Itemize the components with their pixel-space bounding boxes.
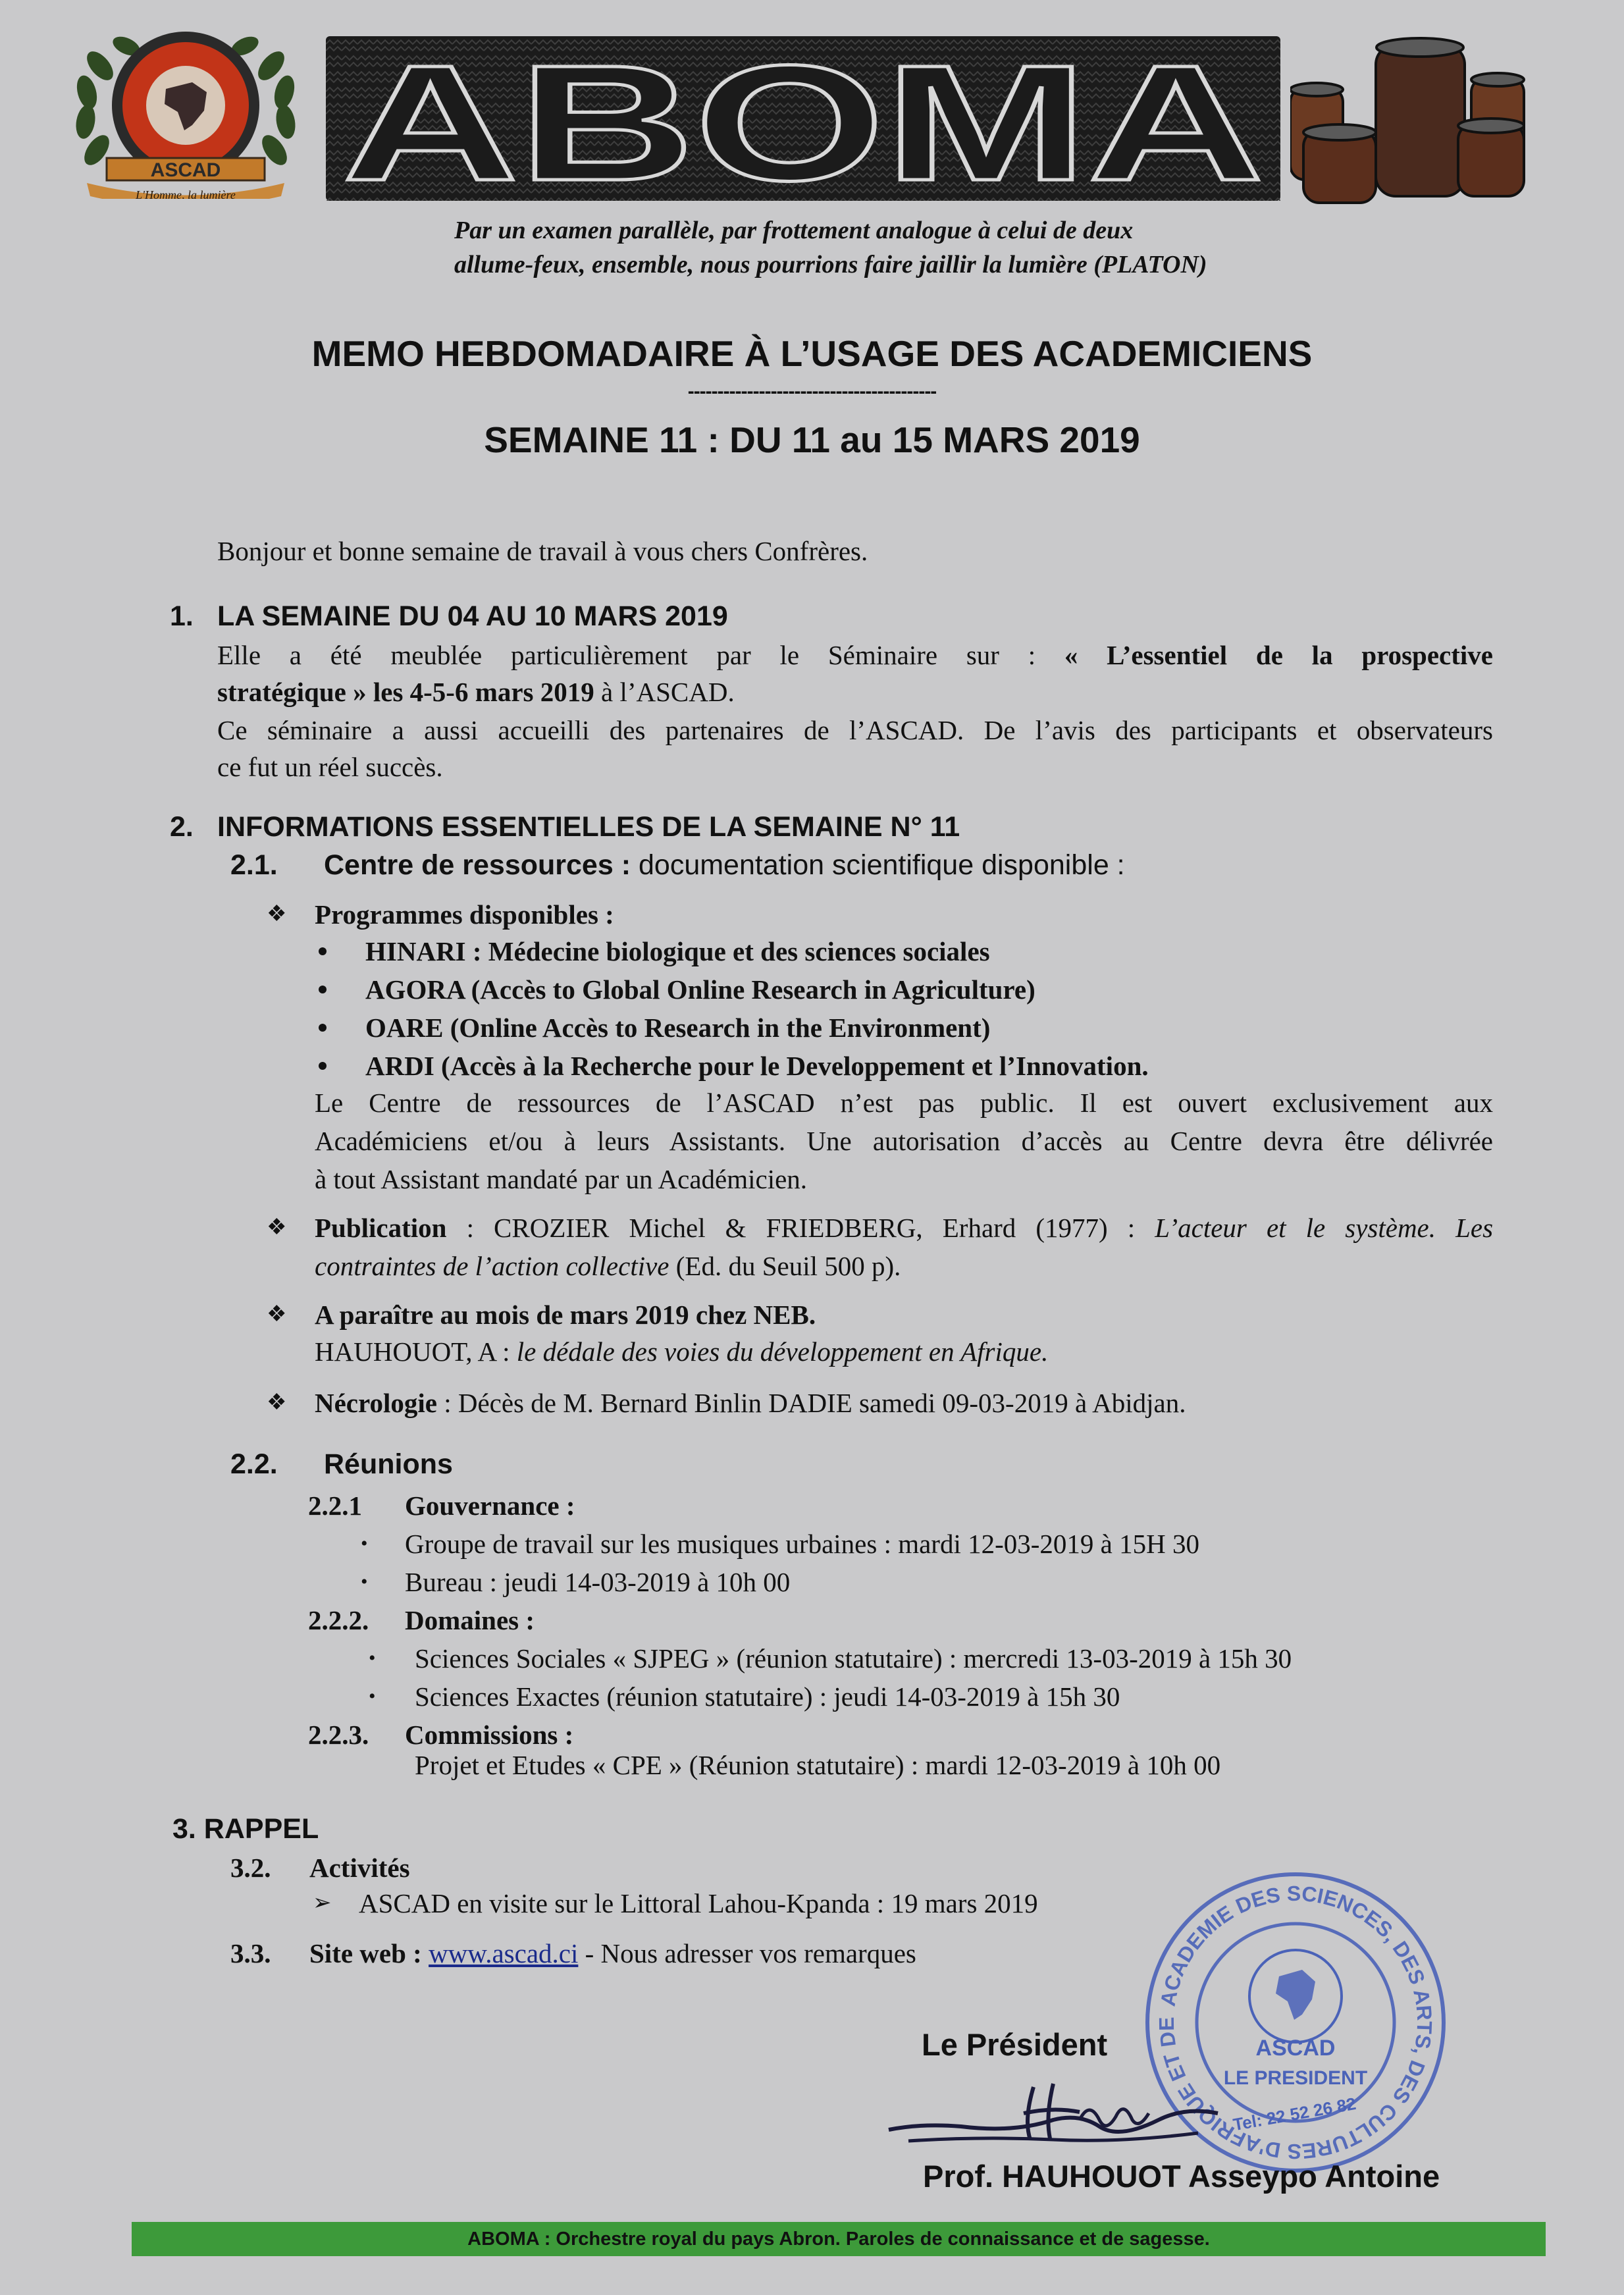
publication-line-2 <box>315 1247 901 1285</box>
paraitre-label: A paraître au mois de mars 2019 chez NEB. <box>315 1300 816 1330</box>
seminar-place: à l’ASCAD. <box>601 677 735 707</box>
diamond-bullet-icon: ❖ <box>267 1302 287 1327</box>
title-separator: ------------------------------------------ <box>687 381 937 402</box>
gouvernance-item: Groupe de travail sur les musiques urbaines : mardi 12-03-2019 à 15H 30 <box>405 1529 1199 1559</box>
aboma-title-text: ABOMA <box>342 36 1264 201</box>
site-web-line <box>309 1934 916 1972</box>
publication-authors: : CROZIER Michel & FRIEDBERG, Erhard (1977) : <box>466 1213 1136 1243</box>
necrologie-line <box>315 1384 1186 1422</box>
logo-motto: L'Homme, la lumière <box>136 188 236 199</box>
necrologie-text: : Décès de M. Bernard Binlin DADIE samedi 09-03-2019 à Abidjan. <box>444 1388 1186 1418</box>
section-2-number: 2. <box>170 811 194 843</box>
seminar-title-part-2: stratégique » les 4-5-6 mars 2019 <box>217 677 594 707</box>
activites-number: 3.2. <box>230 1853 271 1883</box>
section-1-paragraph-2-line-2: ce fut un réel succès. <box>217 752 443 782</box>
seminar-intro: Elle a été meublée particulièrement par le Séminaire sur : <box>217 640 1036 670</box>
diamond-bullet-icon: ❖ <box>267 1215 287 1240</box>
section-1-title: LA SEMAINE DU 04 AU 10 MARS 2019 <box>217 600 728 632</box>
subsection-2-1-number: 2.1. <box>230 849 278 881</box>
greeting: Bonjour et bonne semaine de travail à vous chers Confrères. <box>217 536 868 566</box>
commissions-number: 2.2.3. <box>308 1720 369 1750</box>
section-1-paragraph-2-line-1: Ce séminaire a aussi accueilli des partenaires de l’ASCAD. De l’avis des participants et observateurs <box>217 715 1493 745</box>
publication-title-part-2: contraintes de l’action collective <box>315 1251 669 1281</box>
subsection-2-2-title: Réunions <box>324 1448 453 1480</box>
activites-item: ASCAD en visite sur le Littoral Lahou-Kpanda : 19 mars 2019 <box>359 1888 1038 1918</box>
epigraph-line-1: Par un examen parallèle, par frottement analogue à celui de deux <box>454 217 1134 244</box>
stamp-tel-text: Tel: 22 52 26 82 <box>1231 2093 1358 2135</box>
bullet-icon <box>319 1023 327 1035</box>
diamond-bullet-icon: ❖ <box>267 1390 287 1415</box>
site-web-remarks: - Nous adresser vos remarques <box>585 1938 916 1968</box>
subsection-2-2-number: 2.2. <box>230 1448 278 1480</box>
bullet-icon: • <box>369 1647 376 1669</box>
site-web-number: 3.3. <box>230 1938 271 1968</box>
signatory-role: Le Président <box>922 2027 1108 2062</box>
drums-illustration <box>1290 32 1540 209</box>
subsection-2-1-subtitle: documentation scientifique disponible : <box>638 849 1125 881</box>
epigraph-line-2: allume-feux, ensemble, nous pourrions faire jaillir la lumière (PLATON) <box>454 251 1207 278</box>
site-web-label: Site web : <box>309 1938 422 1968</box>
memo-title: MEMO HEBDOMADAIRE À L’USAGE DES ACADEMICIENS <box>311 333 1313 374</box>
bullet-icon: • <box>361 1571 368 1593</box>
bullet-icon: • <box>369 1685 376 1707</box>
section-1-paragraph-1-line-1 <box>217 636 1493 674</box>
memo-week: SEMAINE 11 : DU 11 au 15 MARS 2019 <box>484 419 1140 460</box>
bullet-icon: • <box>361 1533 368 1554</box>
commissions-item: Projet et Etudes « CPE » (Réunion statutaire) : mardi 12-03-2019 à 10h 00 <box>415 1750 1221 1780</box>
domaines-title: Domaines : <box>405 1605 535 1635</box>
section-1-paragraph-1-line-2 <box>217 673 735 711</box>
footer-banner <box>132 2222 1546 2256</box>
footer-text: ABOMA : Orchestre royal du pays Abron. Paroles de connaissance et de sagesse. <box>467 2229 1210 2250</box>
domaines-item: Sciences Exactes (réunion statutaire) : jeudi 14-03-2019 à 15h 30 <box>415 1681 1120 1712</box>
domaines-number: 2.2.2. <box>308 1605 369 1635</box>
aboma-title <box>326 36 1280 201</box>
subsection-2-1-heading <box>324 849 1125 882</box>
site-web-link[interactable]: www.ascad.ci <box>429 1938 579 1968</box>
publication-line-1 <box>315 1209 1493 1247</box>
paraitre-line <box>315 1332 1048 1371</box>
program-item: HINARI : Médecine biologique et des sciences sociales <box>365 936 990 966</box>
stamp-role-text: LE PRESIDENT <box>1223 2067 1368 2089</box>
centre-text-line-1: Le Centre de ressources de l’ASCAD n’est pas public. Il est ouvert exclusivement aux <box>315 1088 1493 1118</box>
section-1-number: 1. <box>170 600 194 632</box>
section-3-title: 3. RAPPEL <box>172 1813 319 1845</box>
ascad-logo <box>61 26 311 199</box>
commissions-title: Commissions : <box>405 1720 574 1750</box>
domaines-item: Sciences Sociales « SJPEG » (réunion statutaire) : mercredi 13-03-2019 à 15h 30 <box>415 1643 1292 1674</box>
program-item: ARDI (Accès à la Recherche pour le Developpement et l’Innovation. <box>365 1051 1149 1081</box>
paraitre-title: le dédale des voies du développement en Afrique. <box>516 1336 1049 1367</box>
subsection-2-1-title: Centre de ressources : <box>324 849 631 881</box>
publication-edition: (Ed. du Seuil 500 p). <box>675 1251 901 1281</box>
section-2-title: INFORMATIONS ESSENTIELLES DE LA SEMAINE N° 11 <box>217 811 960 843</box>
stamp-center-text: ASCAD <box>1255 2036 1336 2061</box>
publication-label: Publication <box>315 1213 447 1243</box>
handwritten-signature <box>882 2067 1224 2166</box>
gouvernance-number: 2.2.1 <box>308 1490 362 1521</box>
stamp-ring-text: ACADEMIE DES SCIENCES, DES ARTS, DES CULTURES D'AFRIQUE ET DE <box>1154 1881 1437 2164</box>
publication-title-part-1: L’acteur et le système. Les <box>1155 1213 1494 1243</box>
activites-title: Activités <box>309 1853 410 1883</box>
paraitre-author: HAUHOUOT, A : <box>315 1336 510 1367</box>
centre-text-line-3: à tout Assistant mandaté par un Académicien. <box>315 1164 808 1194</box>
bullet-icon <box>319 1061 327 1073</box>
bullet-icon <box>319 985 327 997</box>
program-item: AGORA (Accès to Global Online Research in Agriculture) <box>365 974 1035 1005</box>
diamond-bullet-icon: ❖ <box>267 902 287 926</box>
arrow-bullet-icon: ➢ <box>313 1891 332 1915</box>
necrologie-label: Nécrologie <box>315 1388 437 1418</box>
signatory-name: Prof. HAUHOUOT Asseypo Antoine <box>923 2159 1440 2194</box>
programs-label: Programmes disponibles : <box>315 899 614 930</box>
gouvernance-title: Gouvernance : <box>405 1490 575 1521</box>
gouvernance-item: Bureau : jeudi 14-03-2019 à 10h 00 <box>405 1567 791 1597</box>
bullet-icon <box>319 947 327 959</box>
logo-text: ASCAD <box>150 159 221 181</box>
seminar-title-part-1: « L’essentiel de la prospective <box>1064 640 1493 670</box>
centre-text-line-2: Académiciens et/ou à leurs Assistants. Une autorisation d’accès au Centre devra être délivrée <box>315 1126 1493 1156</box>
program-item: OARE (Online Accès to Research in the Environment) <box>365 1013 991 1043</box>
